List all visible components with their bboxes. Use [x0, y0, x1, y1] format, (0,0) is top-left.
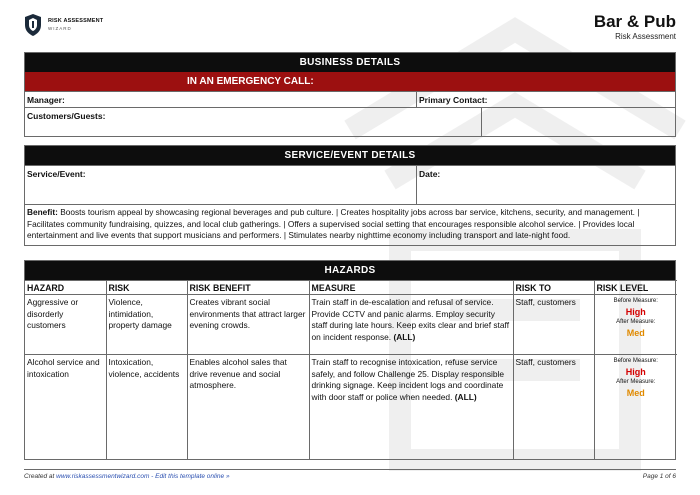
business-details-heading: BUSINESS DETAILS	[25, 53, 675, 72]
table-row	[25, 295, 677, 355]
risk-cell: Violence, intimidation, property damage	[106, 295, 187, 355]
hazards-heading: HAZARDS	[25, 261, 675, 280]
risk-benefit-cell: Enables alcohol sales that drive revenue and social atmosphere.	[187, 355, 309, 459]
measure-tag: (ALL)	[393, 331, 416, 342]
primary-contact-field[interactable]: Primary Contact:	[416, 92, 675, 107]
hazards-section	[24, 260, 676, 460]
shield-logo-icon	[24, 13, 42, 37]
column-header-risk: RISK	[106, 281, 187, 295]
document-title: Bar & Pub	[593, 12, 676, 31]
after-measure-label: After Measure:	[616, 319, 656, 325]
table-row	[25, 355, 677, 459]
risk-to-cell: Staff, customers	[513, 295, 594, 355]
risk-to-cell: Staff, customers	[513, 355, 594, 459]
date-field[interactable]: Date:	[416, 166, 675, 204]
business-details-section	[24, 52, 676, 137]
column-header-risk-level: RISK LEVEL	[594, 281, 677, 295]
measure-cell	[309, 295, 513, 355]
emergency-call-bar	[25, 72, 675, 91]
risk-cell: Intoxication, violence, accidents	[106, 355, 187, 459]
before-level-badge: High	[625, 307, 646, 317]
document-subtitle: Risk Assessment	[615, 32, 676, 41]
hazard-cell: Aggressive or disorderly customers	[25, 295, 106, 355]
measure-cell	[309, 355, 513, 459]
footer-created-at: Created at	[24, 473, 55, 480]
risk-level-cell	[594, 355, 677, 459]
service-details-heading: SERVICE/EVENT DETAILS	[25, 146, 675, 165]
before-measure-label: Before Measure:	[613, 298, 658, 304]
risk-level-cell	[594, 295, 677, 355]
logo-line-1: RISK ASSESSMENT	[48, 18, 104, 24]
column-header-measure: MEASURE	[309, 281, 513, 295]
measure-text: Train staff to recognise intoxication, refuse service safely, and follow Challenge 25. Display responsible drinking signage. Keep incident logs and coordinate with door staff or police when needed.	[311, 357, 505, 402]
benefit-label: Benefit:	[27, 207, 58, 217]
before-level-badge: High	[625, 367, 646, 377]
column-header-hazard: HAZARD	[25, 281, 106, 295]
hazards-header-row	[25, 281, 677, 295]
column-header-risk-benefit: RISK BENEFIT	[187, 281, 309, 295]
measure-tag: (ALL)	[454, 391, 477, 402]
hazard-cell: Alcohol service and intoxication	[25, 355, 106, 459]
logo-line-2: WIZARD	[48, 25, 72, 31]
benefit-description: Boosts tourism appeal by showcasing regional beverages and pub culture. | Creates hospitality jobs across bar service, kitchens, security, and management. | Facilitates community fundraising, quizzes, and local club gatherings. | Offers a supervised social setting that encourages responsible alcohol service. | Provides local entertainment and live events that support musicians and performers. | Stimulates nearby nighttime economy including transport and late-night food.	[27, 207, 640, 241]
before-measure-label: Before Measure:	[613, 358, 658, 364]
footer-website-link[interactable]: www.riskassessmentwizard.com - Edit this template online »	[56, 473, 230, 480]
after-level-badge: Med	[626, 388, 645, 398]
after-measure-label: After Measure:	[616, 379, 656, 385]
service-details-section	[24, 145, 676, 246]
measure-text: Train staff in de-escalation and refusal of service. Provide CCTV and panic alarms. Employ security staff during late hours. Keep exits clear and brief staff on incident response.	[311, 297, 510, 342]
column-header-risk-to: RISK TO	[513, 281, 594, 295]
customers-extra-field[interactable]	[481, 108, 675, 136]
risk-benefit-cell: Creates vibrant social environments that attract larger evening crowds.	[187, 295, 309, 355]
manager-field[interactable]: Manager:	[27, 95, 65, 105]
brand-logo	[24, 12, 103, 38]
document-header	[24, 12, 676, 42]
hazards-table	[25, 280, 677, 459]
emergency-call-label: IN AN EMERGENCY CALL:	[187, 76, 314, 87]
customers-field[interactable]: Customers/Guests:	[27, 111, 106, 121]
page-footer	[24, 469, 676, 480]
benefit-text-block	[25, 204, 675, 245]
after-level-badge: Med	[626, 328, 645, 338]
service-event-field[interactable]: Service/Event:	[27, 169, 86, 179]
page-number: Page 1 of 6	[642, 473, 676, 480]
